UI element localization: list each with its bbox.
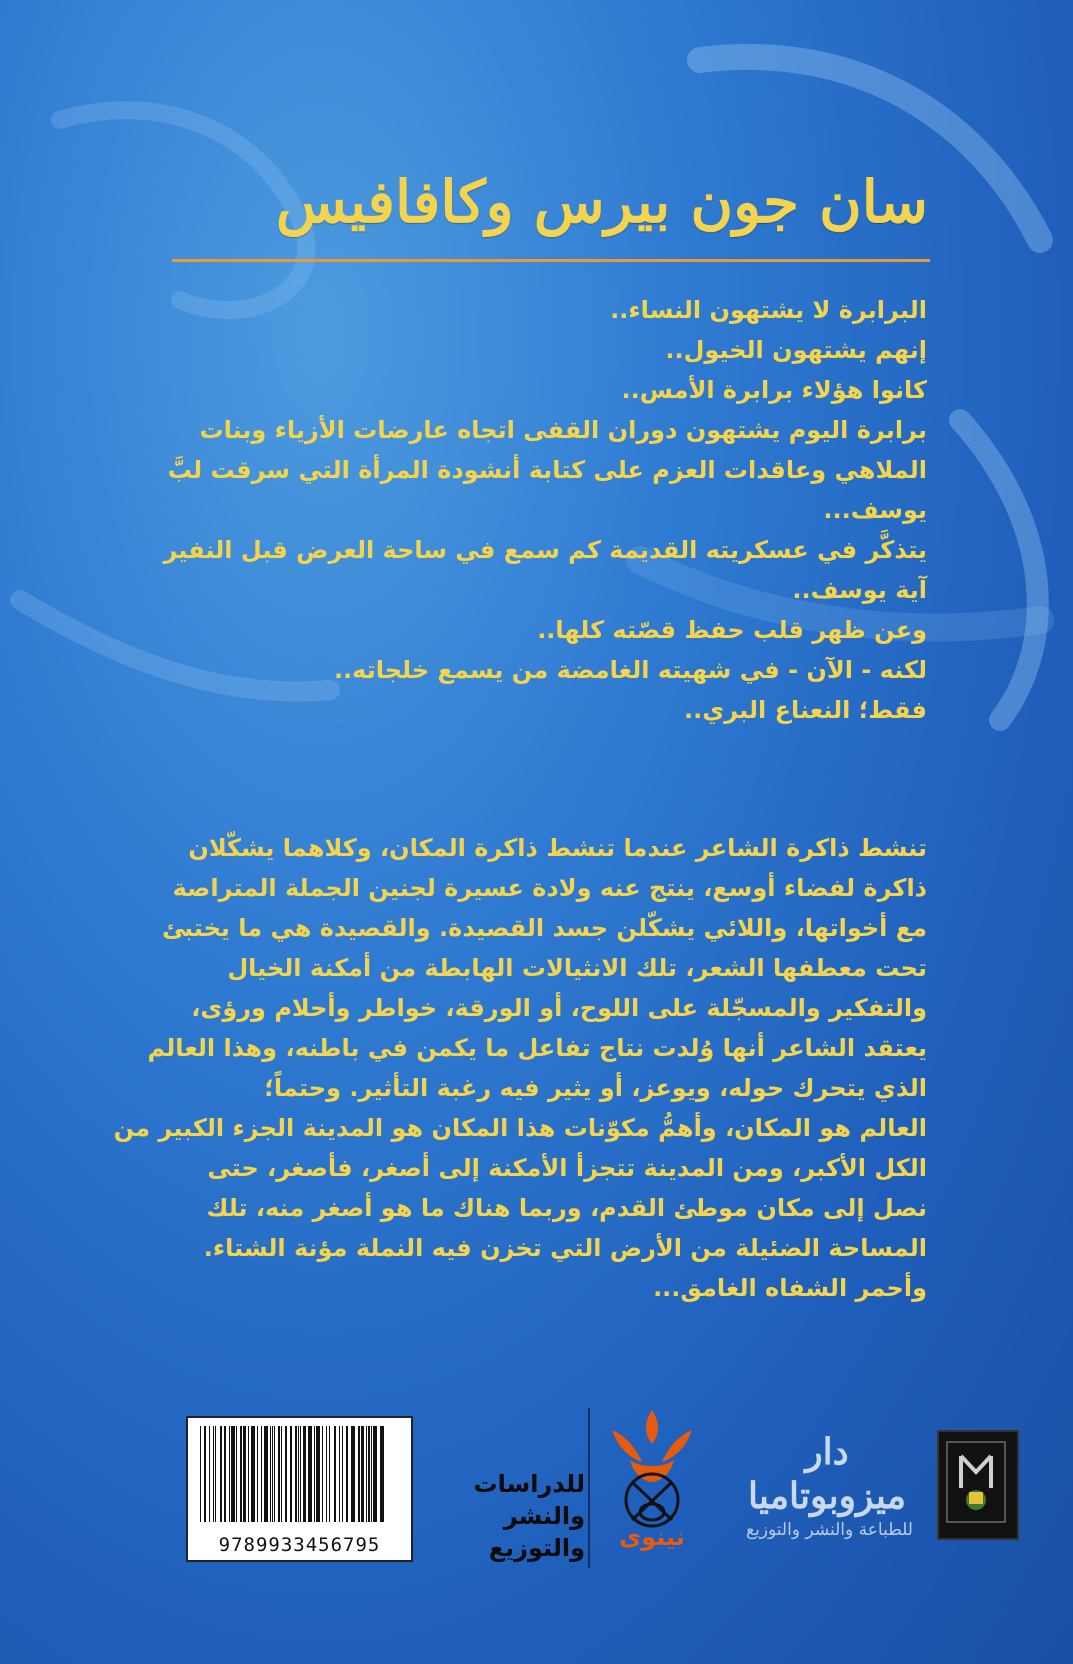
barcode-bar: [361, 1426, 364, 1522]
barcode-bar: [236, 1426, 237, 1522]
barcode-bar: [204, 1426, 206, 1522]
barcode-bar: [290, 1426, 292, 1522]
barcode-bar: [366, 1426, 367, 1522]
poem-line: الملاهي وعاقدات العزم على كتابة أنشودة المرأة التي سرقت لبَّ: [167, 456, 927, 484]
poem-line: البرابرة لا يشتهون النساء..: [610, 296, 927, 324]
publisher-line: والنشر: [503, 1502, 585, 1530]
barcode-bar: [278, 1426, 280, 1522]
barcode-bar: [380, 1426, 384, 1522]
barcode-bar: [200, 1426, 201, 1522]
barcode-bar: [272, 1426, 273, 1522]
blurb-line: نصل إلى مكان موطئ القدم، وربما هناك ما هو أصغر منه، تلك: [206, 1194, 927, 1222]
blurb-line: الكل الأكبر، ومن المدينة تتجزأ الأمكنة إلى أصغر، فأصغر، حتى: [207, 1154, 927, 1182]
mesopotamia-publisher-tagline: للطباعة والنشر والتوزيع: [746, 1520, 913, 1540]
barcode-bar: [240, 1426, 242, 1522]
barcode-bar: [308, 1426, 312, 1522]
isbn-barcode: [186, 1416, 413, 1562]
blurb-line: وأحمر الشفاه الغامق...: [653, 1274, 927, 1302]
barcode-bar: [215, 1426, 216, 1522]
barcode-bar: [322, 1426, 323, 1522]
barcode-bar: [368, 1426, 370, 1522]
barcode-bar: [329, 1426, 330, 1522]
poem-line: وعن ظهر قلب حفظ قصّته كلها..: [537, 616, 927, 644]
blurb-line: يعتقد الشاعر أنها وُلدت نتاج تفاعل ما يكمن في باطنه، وهذا العالم: [147, 1034, 927, 1062]
poem-line: فقط؛ النعناع البري..: [684, 696, 927, 724]
barcode-bar: [326, 1426, 327, 1522]
barcode-bar: [342, 1426, 343, 1522]
barcode-bar: [358, 1426, 360, 1522]
poem-line: آية يوسف..: [792, 576, 927, 604]
barcode-bar: [314, 1426, 315, 1522]
barcode-bar: [257, 1426, 258, 1522]
blurb-line: والتفكير والمسجّلة على اللوح، أو الورقة، خواطر وأحلام ورؤى،: [191, 994, 927, 1022]
barcode-bar: [351, 1426, 355, 1522]
barcode-bar: [213, 1426, 214, 1522]
poem-line: لكنه - الآن - في شهيته الغامضة من يسمع خلجاته..: [333, 656, 927, 684]
barcode-bar: [274, 1426, 275, 1522]
mesopotamia-emblem-icon: [937, 1430, 1019, 1540]
barcode-bar: [373, 1426, 377, 1522]
ninawa-logo-name: نينوى: [619, 1523, 685, 1551]
barcode-bar: [303, 1426, 306, 1522]
barcode-bar: [334, 1426, 336, 1522]
publisher-line: للدراسات: [473, 1470, 585, 1498]
blurb-line: ذاكرة لفضاء أوسع، ينتج عنه ولادة عسيرة لجنين الجملة المتراصة: [172, 874, 927, 902]
barcode-bar: [281, 1426, 282, 1522]
barcode-bar: [371, 1426, 372, 1522]
poem-excerpt: [163, 290, 927, 730]
barcode-bar: [224, 1426, 226, 1522]
barcode-bar: [346, 1426, 348, 1522]
barcode-bar: [209, 1426, 210, 1522]
poem-line: برابرة اليوم يشتهون دوران القفى اتجاه عارضات الأزياء وبنات: [199, 416, 927, 444]
barcode-bar: [220, 1426, 222, 1522]
barcode-bar: [261, 1426, 262, 1522]
barcode-bar: [264, 1426, 268, 1522]
poem-line: يتذكَّر في عسكريته القديمة كم سمع في ساحة العرض قبل النفير: [163, 536, 927, 564]
mesopotamia-publisher-name: دار ميزوبوتاميا: [747, 1431, 907, 1517]
barcode-bar: [229, 1426, 230, 1522]
blurb-line: مع أخواتها، واللائي يشكّلن جسد القصيدة. والقصيدة هي ما يختبئ: [162, 914, 927, 942]
poem-line: إنهم يشتهون الخيول..: [665, 336, 927, 364]
barcode-bar: [251, 1426, 255, 1522]
isbn-digits: 9789933456795: [218, 1534, 381, 1556]
publisher-divider: [588, 1408, 590, 1568]
barcode-bar: [243, 1426, 246, 1522]
blurb-line: تنشط ذاكرة الشاعر عندما تنشط ذاكرة المكان، وكلاهما يشكّلان: [188, 834, 927, 862]
barcode-bar: [248, 1426, 249, 1522]
barcode-bar: [270, 1426, 271, 1522]
blurb-line: تحت معطفها الشعر، تلك الانثيالات الهابطة من أمكنة الخيال: [227, 954, 927, 982]
barcode-bar: [298, 1426, 299, 1522]
poem-line: يوسف...: [823, 496, 927, 524]
blurb-line: العالم هو المكان، وأهمُّ مكوّنات هذا المكان هو المدينة الجزء الكبير من: [113, 1114, 927, 1142]
barcode-bar: [285, 1426, 287, 1522]
poem-line: كانوا هؤلاء برابرة الأمس..: [621, 376, 927, 404]
blurb-text: [113, 828, 927, 1308]
title-divider-rule: [172, 259, 930, 262]
book-title: سان جون بيرس وكافافيس: [275, 168, 928, 236]
blurb-line: المساحة الضئيلة من الأرض التي تخزن فيه النملة مؤنة الشتاء.: [203, 1234, 927, 1262]
blurb-line: الذي يتحرك حوله، ويوعز، أو يثير فيه رغبة التأثير. وحتماً؛: [264, 1074, 927, 1102]
barcode-bars: [188, 1418, 407, 1530]
ninawa-publisher-text: [450, 1468, 585, 1564]
barcode-bar: [316, 1426, 320, 1522]
barcode-bar: [300, 1426, 301, 1522]
publisher-line: والتوزيع: [488, 1534, 585, 1562]
barcode-bar: [339, 1426, 340, 1522]
barcode-bar: [295, 1426, 297, 1522]
barcode-bar: [231, 1426, 235, 1522]
